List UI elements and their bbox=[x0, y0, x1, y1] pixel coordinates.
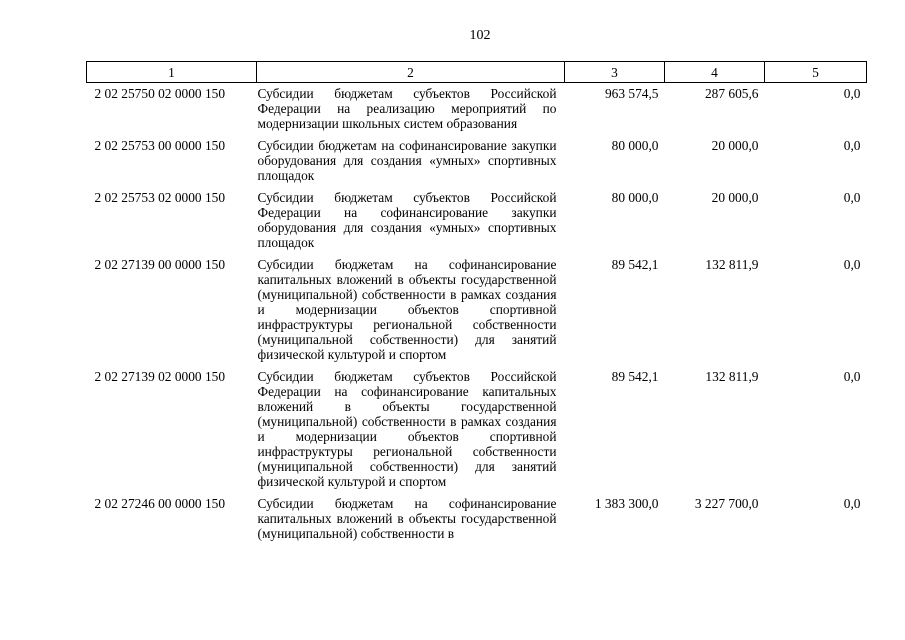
budget-code-cell: 2 02 27246 00 0000 150 bbox=[94, 496, 226, 511]
description-cell: Субсидии бюджетам на софинансирование капитальных вложений в объекты государственной (муниципальной) собственности в bbox=[257, 496, 557, 541]
amount-col3-cell: 80 000,0 bbox=[611, 190, 659, 205]
table-row bbox=[87, 83, 867, 136]
amount-col3-cell: 89 542,1 bbox=[611, 257, 659, 272]
table-row bbox=[87, 493, 867, 545]
amount-col4-cell: 287 605,6 bbox=[704, 86, 759, 101]
amount-col5-cell: 0,0 bbox=[843, 496, 861, 511]
amount-col5-cell: 0,0 bbox=[843, 257, 861, 272]
description-cell: Субсидии бюджетам на софинансирование капитальных вложений в объекты государственной (муниципальной) собственности в рамках создания и модернизации объектов спортивной инфраструктуры региональной собственности (муниципальной собственности) для занятий физической культурой и спортом bbox=[257, 257, 557, 362]
amount-col3-cell: 89 542,1 bbox=[611, 369, 659, 384]
amount-col3-cell: 80 000,0 bbox=[611, 138, 659, 153]
column-header-1: 1 bbox=[87, 62, 257, 83]
budget-code-cell: 2 02 25753 02 0000 150 bbox=[94, 190, 226, 205]
amount-col4-cell: 132 811,9 bbox=[705, 369, 759, 384]
table-row bbox=[87, 135, 867, 187]
budget-code-cell: 2 02 27139 02 0000 150 bbox=[94, 369, 226, 384]
description-cell: Субсидии бюджетам субъектов Российской Федерации на софинансирование капитальных вложений в объекты государственной (муниципальной) собственности в рамках создания и модернизации объектов спортивной инфраструктуры региональной собственности (муниципальной собственности) для занятий физической культурой и спортом bbox=[257, 369, 557, 489]
column-header-2: 2 bbox=[257, 62, 565, 83]
budget-code-cell: 2 02 25753 00 0000 150 bbox=[94, 138, 226, 153]
amount-col5-cell: 0,0 bbox=[843, 86, 861, 101]
description-cell: Субсидии бюджетам субъектов Российской Федерации на софинансирование закупки оборудования для создания «умных» спортивных площадок bbox=[257, 190, 557, 250]
budget-code-cell: 2 02 25750 02 0000 150 bbox=[94, 86, 226, 101]
amount-col3-cell: 1 383 300,0 bbox=[594, 496, 659, 511]
table-row bbox=[87, 366, 867, 493]
budget-table bbox=[86, 61, 867, 545]
budget-code-cell: 2 02 27139 00 0000 150 bbox=[94, 257, 226, 272]
column-header-5: 5 bbox=[765, 62, 867, 83]
amount-col3-cell: 963 574,5 bbox=[604, 86, 659, 101]
amount-col4-cell: 20 000,0 bbox=[711, 190, 759, 205]
column-header-4: 4 bbox=[665, 62, 765, 83]
amount-col4-cell: 132 811,9 bbox=[705, 257, 759, 272]
description-cell: Субсидии бюджетам субъектов Российской Федерации на реализацию мероприятий по модернизации школьных систем образования bbox=[257, 86, 557, 131]
amount-col5-cell: 0,0 bbox=[843, 190, 861, 205]
page-number: 102 bbox=[469, 28, 491, 43]
amount-col5-cell: 0,0 bbox=[843, 138, 861, 153]
table-row bbox=[87, 187, 867, 254]
amount-col4-cell: 3 227 700,0 bbox=[694, 496, 759, 511]
column-header-3: 3 bbox=[565, 62, 665, 83]
table-header-row bbox=[87, 62, 867, 83]
amount-col5-cell: 0,0 bbox=[843, 369, 861, 384]
amount-col4-cell: 20 000,0 bbox=[711, 138, 759, 153]
table-row bbox=[87, 254, 867, 366]
description-cell: Субсидии бюджетам на софинансирование закупки оборудования для создания «умных» спортивных площадок bbox=[257, 138, 557, 183]
